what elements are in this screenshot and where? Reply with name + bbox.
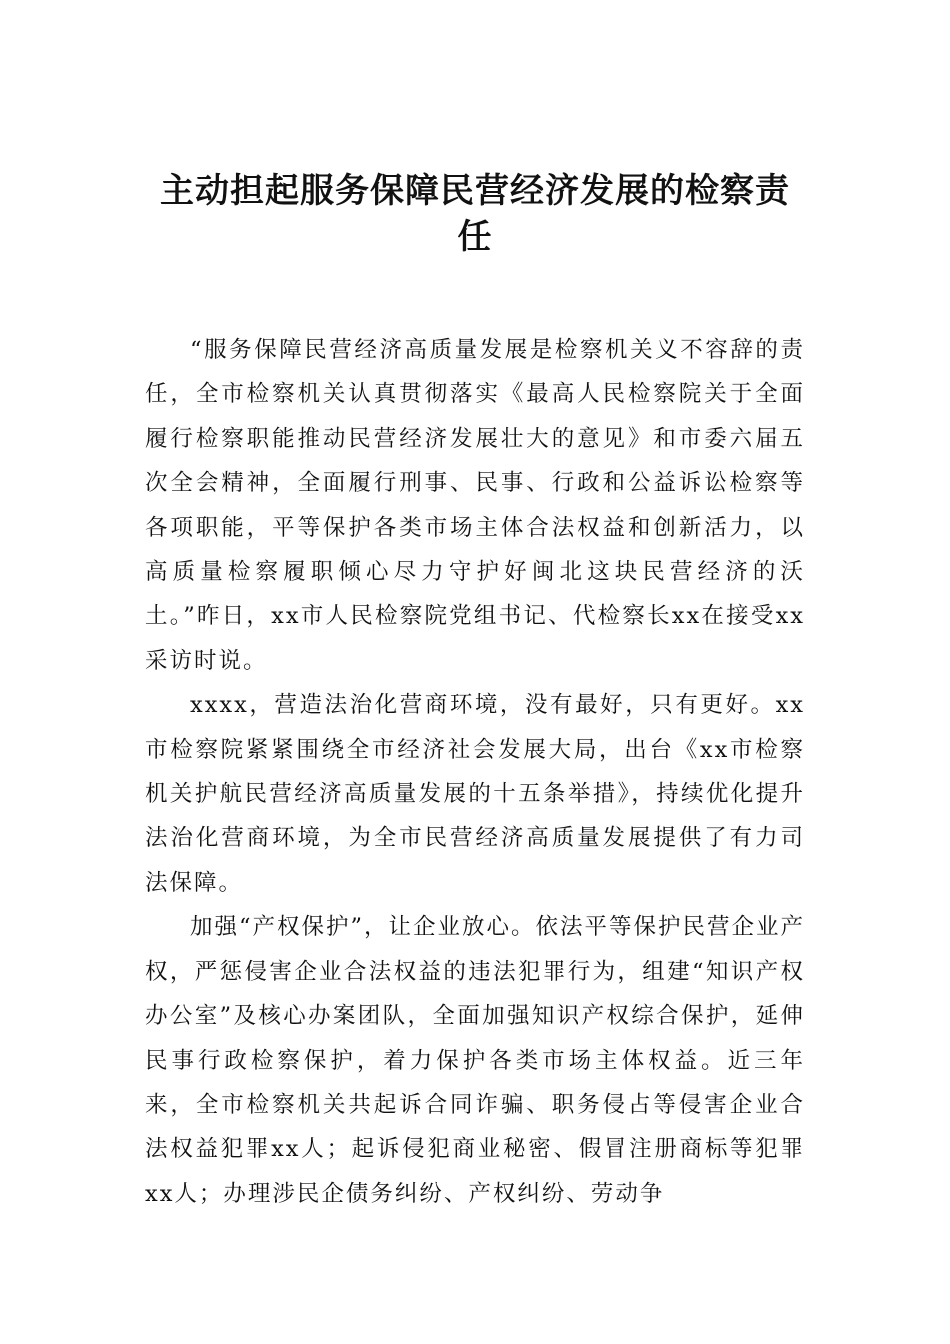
paragraph-1: “服务保障民营经济高质量发展是检察机关义不容辞的责任，全市检察机关认真贯彻落实《最高人民检察院关于全面履行检察职能推动民营经济发展壮大的意见》和市委六届五次全会精神，全面履行刑事、民事、行政和公益诉讼检察等各项职能，平等保护各类市场主体合法权益和创新活力，以高质量检察履职倾心尽力守护好闽北这块民营经济的沃土。”昨日，xx市人民检察院党组书记、代检察长xx在接受xx采访时说。 <box>145 337 805 674</box>
document-title: 主动担起服务保障民营经济发展的检察责任 <box>160 171 790 257</box>
paragraph-2: xxxx，营造法治化营商环境，没有最好，只有更好。xx市检察院紧紧围绕全市经济社会发展大局，出台《xx市检察机关护航民营经济高质量发展的十五条举措》，持续优化提升法治化营商环境，为全市民营经济高质量发展提供了有力司法保障。 <box>145 692 805 896</box>
paragraph-3: 加强“产权保护”，让企业放心。依法平等保护民营企业产权，严惩侵害企业合法权益的违法犯罪行为，组建“知识产权办公室”及核心办案团队，全面加强知识产权综合保护，延伸民事行政检察保护，着力保护各类市场主体权益。近三年来，全市检察机关共起诉合同诈骗、职务侵占等侵害企业合法权益犯罪xx人；起诉侵犯商业秘密、假冒注册商标等犯罪xx人；办理涉民企债务纠纷、产权纠纷、劳动争 <box>145 914 806 1207</box>
document-body <box>145 328 805 1216</box>
